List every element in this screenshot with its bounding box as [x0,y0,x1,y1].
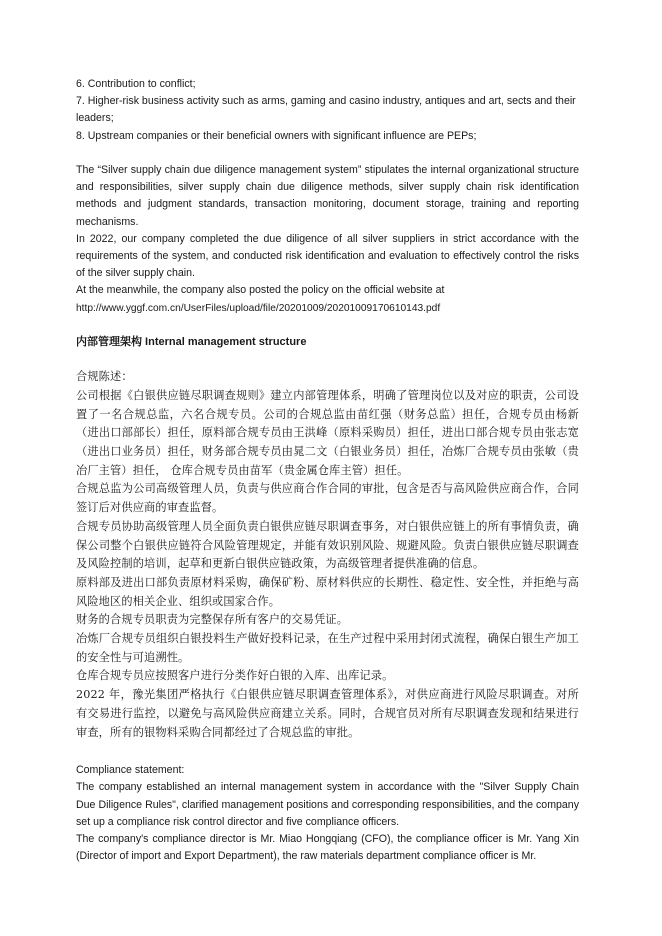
en-paragraph: The company's compliance director is Mr. Miao Hongqiang (CFO), the compliance officer is Mr. Yang Xin (Director of import and Export Department), the raw materials department compliance officer is Mr. [76,833,579,863]
zh-paragraph: 原料部及进出口部负责原材料采购，确保矿粉、原材料供应的长期性、稳定性、安全性，并拒绝与高风险地区的相关企业、组织或国家合作。 [76,575,579,608]
document-page [76,76,579,865]
risk-item-7: 7. Higher-risk business activity such as arms, gaming and casino industry, antiques and art, sects and their leaders; [76,95,576,125]
spacer [76,317,579,334]
section-heading: 内部管理架构 Internal management structure [76,336,307,349]
risk-item-8: 8. Upstream companies or their beneficial owners with significant influence are PEPs; [76,129,477,142]
en-statement-label: Compliance statement: [76,764,185,777]
zh-paragraph: 合规专员协助高级管理人员全面负责白银供应链尽职调查事务，对白银供应链上的所有事情负责，确保公司整个白银供应链符合风险管理规定，并能有效识别风险、规避风险。负责白银供应链尽职调查及风险控制的培训，起草和更新白银供应链政策，为高级管理者提供准确的信息。 [76,519,579,571]
website-paragraph: At the meanwhile, the company also posted the policy on the official website at [76,284,445,297]
zh-paragraph: 冶炼厂合规专员组织白银投料生产做好投料记录，在生产过程中采用封闭式流程，确保白银生产加工的安全性与可追溯性。 [76,632,579,664]
en-paragraph: The company established an internal management system in accordance with the "Silver Supply Chain Due Diligence Rules", clarified management positions and corresponding responsibilities, and the company set up a compliance risk control director and five compliance officers. [76,781,579,828]
policy-url-link[interactable]: http://www.yggf.com.cn/UserFiles/upload/file/20201009/20201009170610143.pdf [76,302,441,314]
zh-paragraph: 合规总监为公司高级管理人员，负责与供应商合作合同的审批，包含是否与高风险供应商合作，合同签订后对供应商的审查监督。 [76,482,579,515]
zh-paragraph: 公司根据《白银供应链尽职调查规则》建立内部管理体系，明确了管理岗位以及对应的职责，公司设置了一名合规总监，六名合规专员。公司的合规总监由苗红强（财务总监）担任，合规专员由杨新（进出口部部长）担任，原料部合规专员由王洪峰（原料采购员）担任，进出口部合规专员由张志宽（进出口业务员）担任，财务部合规专员由晁二文（白银业务员）担任，冶炼厂合规专员由张敏（贵冶厂主管）担任， 仓库合规专员由苗军（贵金属仓库主管）担任。 [76,388,579,477]
risk-item-6: 6. Contribution to conflict; [76,78,196,90]
diligence-paragraph: In 2022, our company completed the due diligence of all silver suppliers in strict accordance with the requirements of the system, and conducted risk identification and evaluation to effectively control the risks of the silver supply chain. [76,232,579,280]
spacer [76,742,579,762]
zh-statement-label: 合规陈述： [76,370,133,384]
spacer [76,145,579,162]
zh-paragraph: 财务的合规专员职责为完整保存所有客户的交易凭证。 [76,613,349,627]
spacer [76,351,579,368]
zh-paragraph: 仓库合规专员应按照客户进行分类作好白银的入库、出库记录。 [76,669,394,683]
system-paragraph: The “Silver supply chain due diligence management system” stipulates the internal organizational structure and responsibilities, silver supply chain due diligence methods, silver supply chain risk identification methods and judgment standards, transaction monitoring, document storage, training and reporting mechanisms. [76,164,579,228]
zh-paragraph: 2022 年，豫光集团严格执行《白银供应链尽职调查管理体系》，对供应商进行风险尽职调查。对所有交易进行监控，以避免与高风险供应商建立关系。同时，合规官员对所有尽职调查发现和结果进行审查，所有的银物料采购合同都经过了合规总监的审批。 [76,688,579,739]
